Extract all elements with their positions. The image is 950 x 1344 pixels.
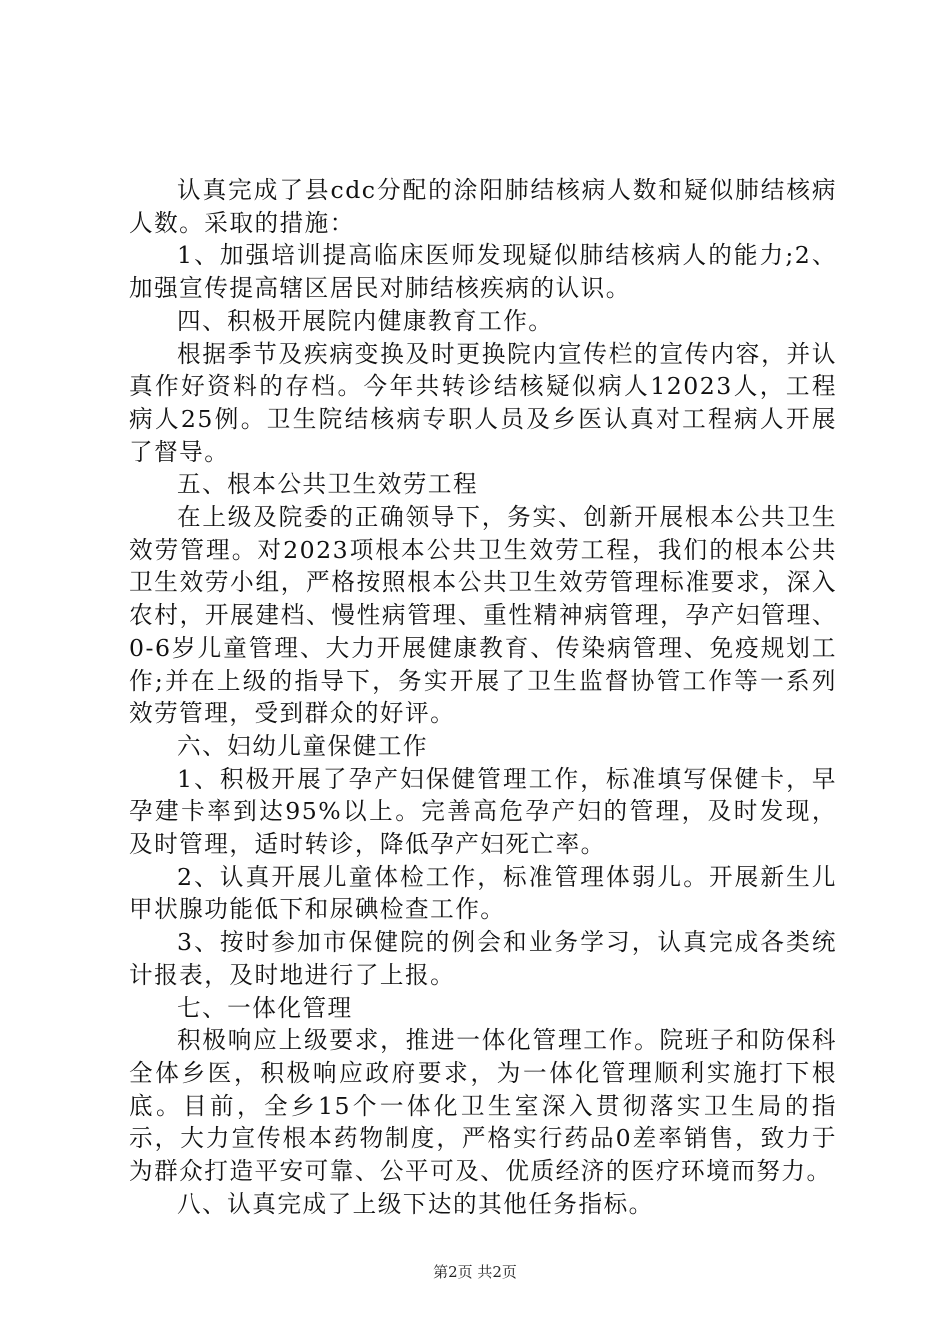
paragraph: 积极响应上级要求，推进一体化管理工作。院班子和防保科全体乡医，积极响应政府要求，为一体化管理顺利实施打下根底。目前，全乡15个一体化卫生室深入贯彻落实卫生局的指示，大力宣传根本药物制度，严格实行药品0差率销售，致力于为群众打造平安可靠、公平可及、优质经济的医疗环境而努力。 [129,1026,837,1186]
paragraph: 根据季节及疾病变换及时更换院内宣传栏的宣传内容，并认真作好资料的存档。今年共转诊结核疑似病人12023人，工程病人25例。卫生院结核病专职人员及乡医认真对工程病人开展了督导。 [129,339,837,466]
section-heading: 七、一体化管理 [177,993,353,1022]
paragraph: 2、认真开展儿童体检工作，标准管理体弱儿。开展新生儿甲状腺功能低下和尿碘检查工作。 [129,862,837,924]
paragraph: 3、按时参加市保健院的例会和业务学习，认真完成各类统计报表，及时地进行了上报。 [129,928,837,989]
page-footer: 第2页 共2页 [433,1263,517,1281]
section-heading: 五、根本公共卫生效劳工程 [177,470,479,499]
paragraph: 认真完成了县cdc分配的涂阳肺结核病人数和疑似肺结核病人数。采取的措施： [129,176,837,237]
section-heading: 八、认真完成了上级下达的其他任务指标。 [177,1189,654,1218]
document-body [129,174,837,1221]
section-heading: 六、妇幼儿童保健工作 [177,731,428,760]
section-heading: 四、积极开展院内健康教育工作。 [177,306,554,335]
paragraph: 在上级及院委的正确领导下，务实、创新开展根本公共卫生效劳管理。对2023项根本公共卫生效劳工程，我们的根本公共卫生效劳小组，严格按照根本公共卫生效劳管理标准要求，深入农村，开展建档、慢性病管理、重性精神病管理，孕产妇管理、0-6岁儿童管理、大力开展健康教育、传染病管理、免疫规划工作;并在上级的指导下，务实开展了卫生监督协管工作等一系列效劳管理，受到群众的好评。 [129,503,837,728]
paragraph: 1、积极开展了孕产妇保健管理工作，标准填写保健卡，早孕建卡率到达95%以上。完善高危孕产妇的管理，及时发现，及时管理，适时转诊，降低孕产妇死亡率。 [129,764,837,859]
paragraph: 1、加强培训提高临床医师发现疑似肺结核病人的能力;2、加强宣传提高辖区居民对肺结核疾病的认识。 [129,241,837,303]
